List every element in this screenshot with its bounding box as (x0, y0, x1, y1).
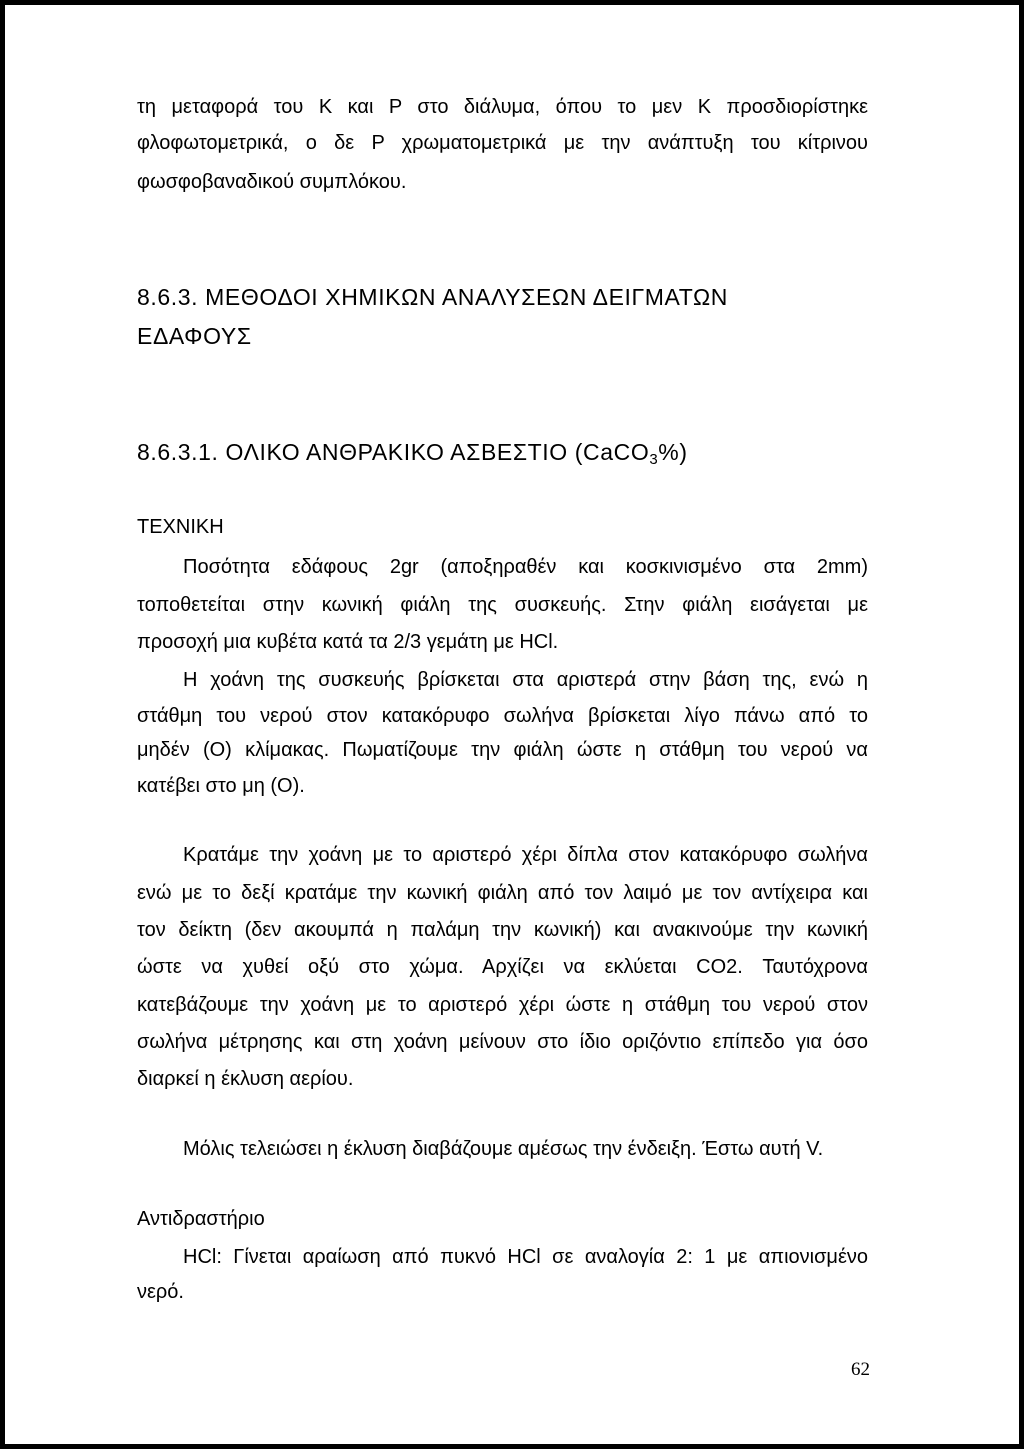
paragraph-line: κατέβει στο μη (Ο). (137, 775, 305, 797)
paragraph-line: ώστε να χυθεί οξύ στο χώμα. Αρχίζει να εκλύεται CO2. Ταυτόχρονα (137, 956, 868, 978)
paragraph-line: μηδέν (Ο) κλίμακας. Πωματίζουμε την φιάλη ώστε η στάθμη του νερού να (137, 739, 868, 761)
paragraph-line: σωλήνα μέτρησης και στη χοάνη μείνουν στο ίδιο οριζόντιο επίπεδο για όσο (137, 1031, 868, 1053)
subsection-heading-text: 8.6.3.1. ΟΛΙΚΟ ΑΝΘΡΑΚΙΚΟ ΑΣΒΕΣΤΙΟ (CaCO (137, 439, 650, 465)
paragraph-line: Η χοάνη της συσκευής βρίσκεται στα αριστερά στην βάση της, ενώ η (183, 669, 868, 691)
paragraph-line: Μόλις τελειώσει η έκλυση διαβάζουμε αμέσως την ένδειξη. Έστω αυτή V. (183, 1138, 824, 1160)
subsection-heading (137, 437, 688, 467)
paragraph-line: τοποθετείται στην κωνική φιάλη της συσκευής. Στην φιάλη εισάγεται με (137, 594, 868, 616)
reagent-label: Αντιδραστήριο (137, 1208, 265, 1230)
paragraph-line: κατεβάζουμε την χοάνη με το αριστερό χέρι ώστε η στάθμη του νερού στον (137, 994, 868, 1016)
section-heading: ΕΔΑΦΟΥΣ (137, 323, 252, 349)
paragraph-line: Ποσότητα εδάφους 2gr (αποξηραθέν και κοσκινισμένο στα 2mm) (183, 556, 868, 578)
subsection-heading-tail: %) (658, 439, 688, 465)
intro-line: τη μεταφορά του Κ και Ρ στο διάλυμα, όπου το μεν Κ προσδιορίστηκε (137, 96, 868, 118)
reagent-line: HCl: Γίνεται αραίωση από πυκνό HCl σε αναλογία 2: 1 με απιονισμένο (183, 1246, 868, 1268)
paragraph-line: διαρκεί η έκλυση αερίου. (137, 1068, 354, 1090)
paragraph-line: προσοχή μια κυβέτα κατά τα 2/3 γεμάτη με HCl. (137, 631, 559, 653)
reagent-line: νερό. (137, 1281, 184, 1303)
paragraph-line: τον δείκτη (δεν ακουμπά η παλάμη την κωνική) και ανακινούμε την κωνική (137, 919, 868, 941)
technique-label: ΤΕΧΝΙΚΗ (137, 516, 224, 538)
paragraph-line: Κρατάμε την χοάνη με το αριστερό χέρι δίπλα στον κατακόρυφο σωλήνα (183, 844, 868, 866)
subscript: 3 (649, 451, 659, 468)
section-heading: 8.6.3. ΜΕΘΟΔΟΙ ΧΗΜΙΚΩΝ ΑΝΑΛΥΣΕΩΝ ΔΕΙΓΜΑΤΩΝ (137, 284, 729, 310)
paragraph-line: ενώ με το δεξί κρατάμε την κωνική φιάλη από τον λαιμό με τον αντίχειρα και (137, 882, 868, 904)
intro-line: φλοφωτομετρικά, ο δε Ρ χρωματομετρικά με την ανάπτυξη του κίτρινου (137, 132, 868, 154)
page-number: 62 (851, 1359, 870, 1380)
intro-line: φωσφοβαναδικού συμπλόκου. (137, 171, 407, 193)
paragraph-line: στάθμη του νερού στον κατακόρυφο σωλήνα βρίσκεται λίγο πάνω από το (137, 705, 868, 727)
